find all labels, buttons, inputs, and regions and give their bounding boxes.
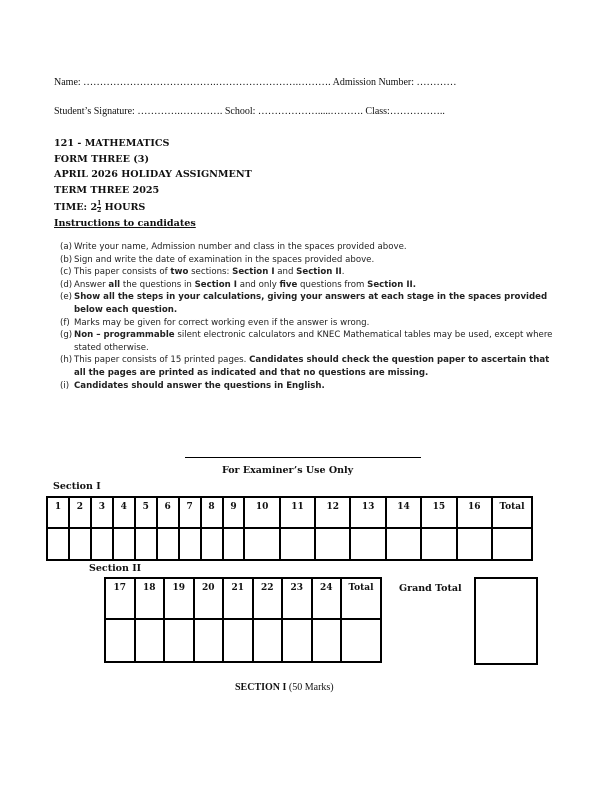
column-header: 8 xyxy=(201,497,223,528)
instruction-item xyxy=(60,291,560,316)
section2-score-table xyxy=(104,577,382,663)
score-cell[interactable] xyxy=(492,528,532,560)
assignment-title: APRIL 2026 HOLIDAY ASSIGNMENT xyxy=(54,169,252,180)
score-cell[interactable] xyxy=(113,528,135,560)
instruction-label: (e) xyxy=(60,292,72,303)
score-cell[interactable] xyxy=(135,619,165,662)
name-admission-field[interactable]: Name: ………………………………….…………………….………. Admission Number: ………… xyxy=(54,77,457,88)
column-header: Total xyxy=(492,497,532,528)
score-cell[interactable] xyxy=(91,528,113,560)
instruction-text: Write your name, Admission number and class in the spaces provided above. xyxy=(74,242,407,252)
instruction-text: This paper consists of two sections: Section I and Section II. xyxy=(74,267,345,278)
instruction-text: Non – programmable silent electronic calculators and KNEC Mathematical tables may be used, except where stated otherwise. xyxy=(74,330,553,353)
instruction-label: (c) xyxy=(60,267,72,278)
column-header: 9 xyxy=(223,497,245,528)
column-header: 4 xyxy=(113,497,135,528)
score-cell[interactable] xyxy=(341,619,381,662)
column-header: 5 xyxy=(135,497,157,528)
score-cell[interactable] xyxy=(280,528,315,560)
grand-total-label: Grand Total xyxy=(399,583,462,594)
column-header: 23 xyxy=(282,578,312,619)
section1-heading: SECTION I (50 Marks) xyxy=(235,682,334,693)
instruction-label: (a) xyxy=(60,242,72,252)
score-cell[interactable] xyxy=(223,528,245,560)
score-cell[interactable] xyxy=(457,528,493,560)
column-header: 17 xyxy=(105,578,135,619)
instruction-text: Answer all the questions in Section I and only five questions from Section II. xyxy=(74,279,416,290)
instruction-item xyxy=(60,241,560,254)
instruction-label: (b) xyxy=(60,254,73,265)
paper-header xyxy=(54,136,252,231)
score-cell[interactable] xyxy=(315,528,350,560)
column-header: 10 xyxy=(244,497,279,528)
score-cell[interactable] xyxy=(157,528,179,560)
column-header: 1 xyxy=(47,497,69,528)
instruction-item xyxy=(60,329,560,354)
instruction-label: (i) xyxy=(60,380,70,391)
column-header: 6 xyxy=(157,497,179,528)
column-header: 20 xyxy=(194,578,224,619)
column-header: 18 xyxy=(135,578,165,619)
instruction-label: (d) xyxy=(60,279,73,290)
column-header: 13 xyxy=(350,497,385,528)
instruction-label: (f) xyxy=(60,317,70,328)
instruction-text: Candidates should answer the questions in English. xyxy=(74,380,325,391)
instruction-label: (g) xyxy=(60,330,73,341)
section1-score-table xyxy=(46,496,533,561)
grand-total-box[interactable] xyxy=(474,577,538,665)
column-header: 16 xyxy=(457,497,493,528)
column-header: Total xyxy=(341,578,381,619)
instruction-item xyxy=(60,254,560,267)
column-header: 3 xyxy=(91,497,113,528)
instruction-item xyxy=(60,279,560,292)
section2-label: Section II xyxy=(89,563,142,574)
score-cell[interactable] xyxy=(135,528,157,560)
instruction-text: Sign and write the date of examination in the spaces provided above. xyxy=(74,254,375,265)
instruction-item xyxy=(60,354,560,379)
score-cell[interactable] xyxy=(282,619,312,662)
score-cell[interactable] xyxy=(223,619,253,662)
column-header: 21 xyxy=(223,578,253,619)
subject-title: 121 - MATHEMATICS xyxy=(54,138,170,149)
score-cell[interactable] xyxy=(386,528,421,560)
score-cell[interactable] xyxy=(201,528,223,560)
instruction-item xyxy=(60,380,560,393)
instructions-title: Instructions to candidates xyxy=(54,217,196,229)
score-cell[interactable] xyxy=(69,528,91,560)
column-header: 19 xyxy=(164,578,194,619)
divider xyxy=(185,457,421,458)
score-cell[interactable] xyxy=(164,619,194,662)
score-cell[interactable] xyxy=(47,528,69,560)
column-header: 15 xyxy=(421,497,456,528)
column-header: 24 xyxy=(312,578,342,619)
examiner-title: For Examiner’s Use Only xyxy=(222,465,354,476)
score-cell[interactable] xyxy=(421,528,456,560)
column-header: 11 xyxy=(280,497,315,528)
signature-school-class-field[interactable]: Student’s Signature: ………….…………. School: ……………….....………. Class:…………….. xyxy=(54,106,445,117)
form-title: FORM THREE (3) xyxy=(54,153,149,165)
instructions-list xyxy=(60,241,560,392)
column-header: 14 xyxy=(386,497,421,528)
column-header: 22 xyxy=(253,578,283,619)
score-cell[interactable] xyxy=(350,528,385,560)
instruction-text: This paper consists of 15 printed pages. Candidates should check the question paper to ascertain that all the pages are printed as indicated and that no questions are missing. xyxy=(74,355,550,378)
score-cell[interactable] xyxy=(105,619,135,662)
score-cell[interactable] xyxy=(194,619,224,662)
section1-label: Section I xyxy=(53,481,101,492)
column-header: 7 xyxy=(179,497,201,528)
time-title: TIME: 2 $\frac{1}{2}$ HOURS xyxy=(54,200,146,214)
instruction-item xyxy=(60,317,560,330)
instruction-text: Show all the steps in your calculations, giving your answers at each stage in the spaces provided below each question. xyxy=(74,292,548,315)
instruction-text: Marks may be given for correct working even if the answer is wrong. xyxy=(74,317,370,328)
score-cell[interactable] xyxy=(179,528,201,560)
score-cell[interactable] xyxy=(312,619,342,662)
column-header: 2 xyxy=(69,497,91,528)
instruction-item xyxy=(60,266,560,279)
instruction-label: (h) xyxy=(60,355,73,366)
score-cell[interactable] xyxy=(253,619,283,662)
score-cell[interactable] xyxy=(244,528,279,560)
column-header: 12 xyxy=(315,497,350,528)
term-title: TERM THREE 2025 xyxy=(54,184,160,196)
